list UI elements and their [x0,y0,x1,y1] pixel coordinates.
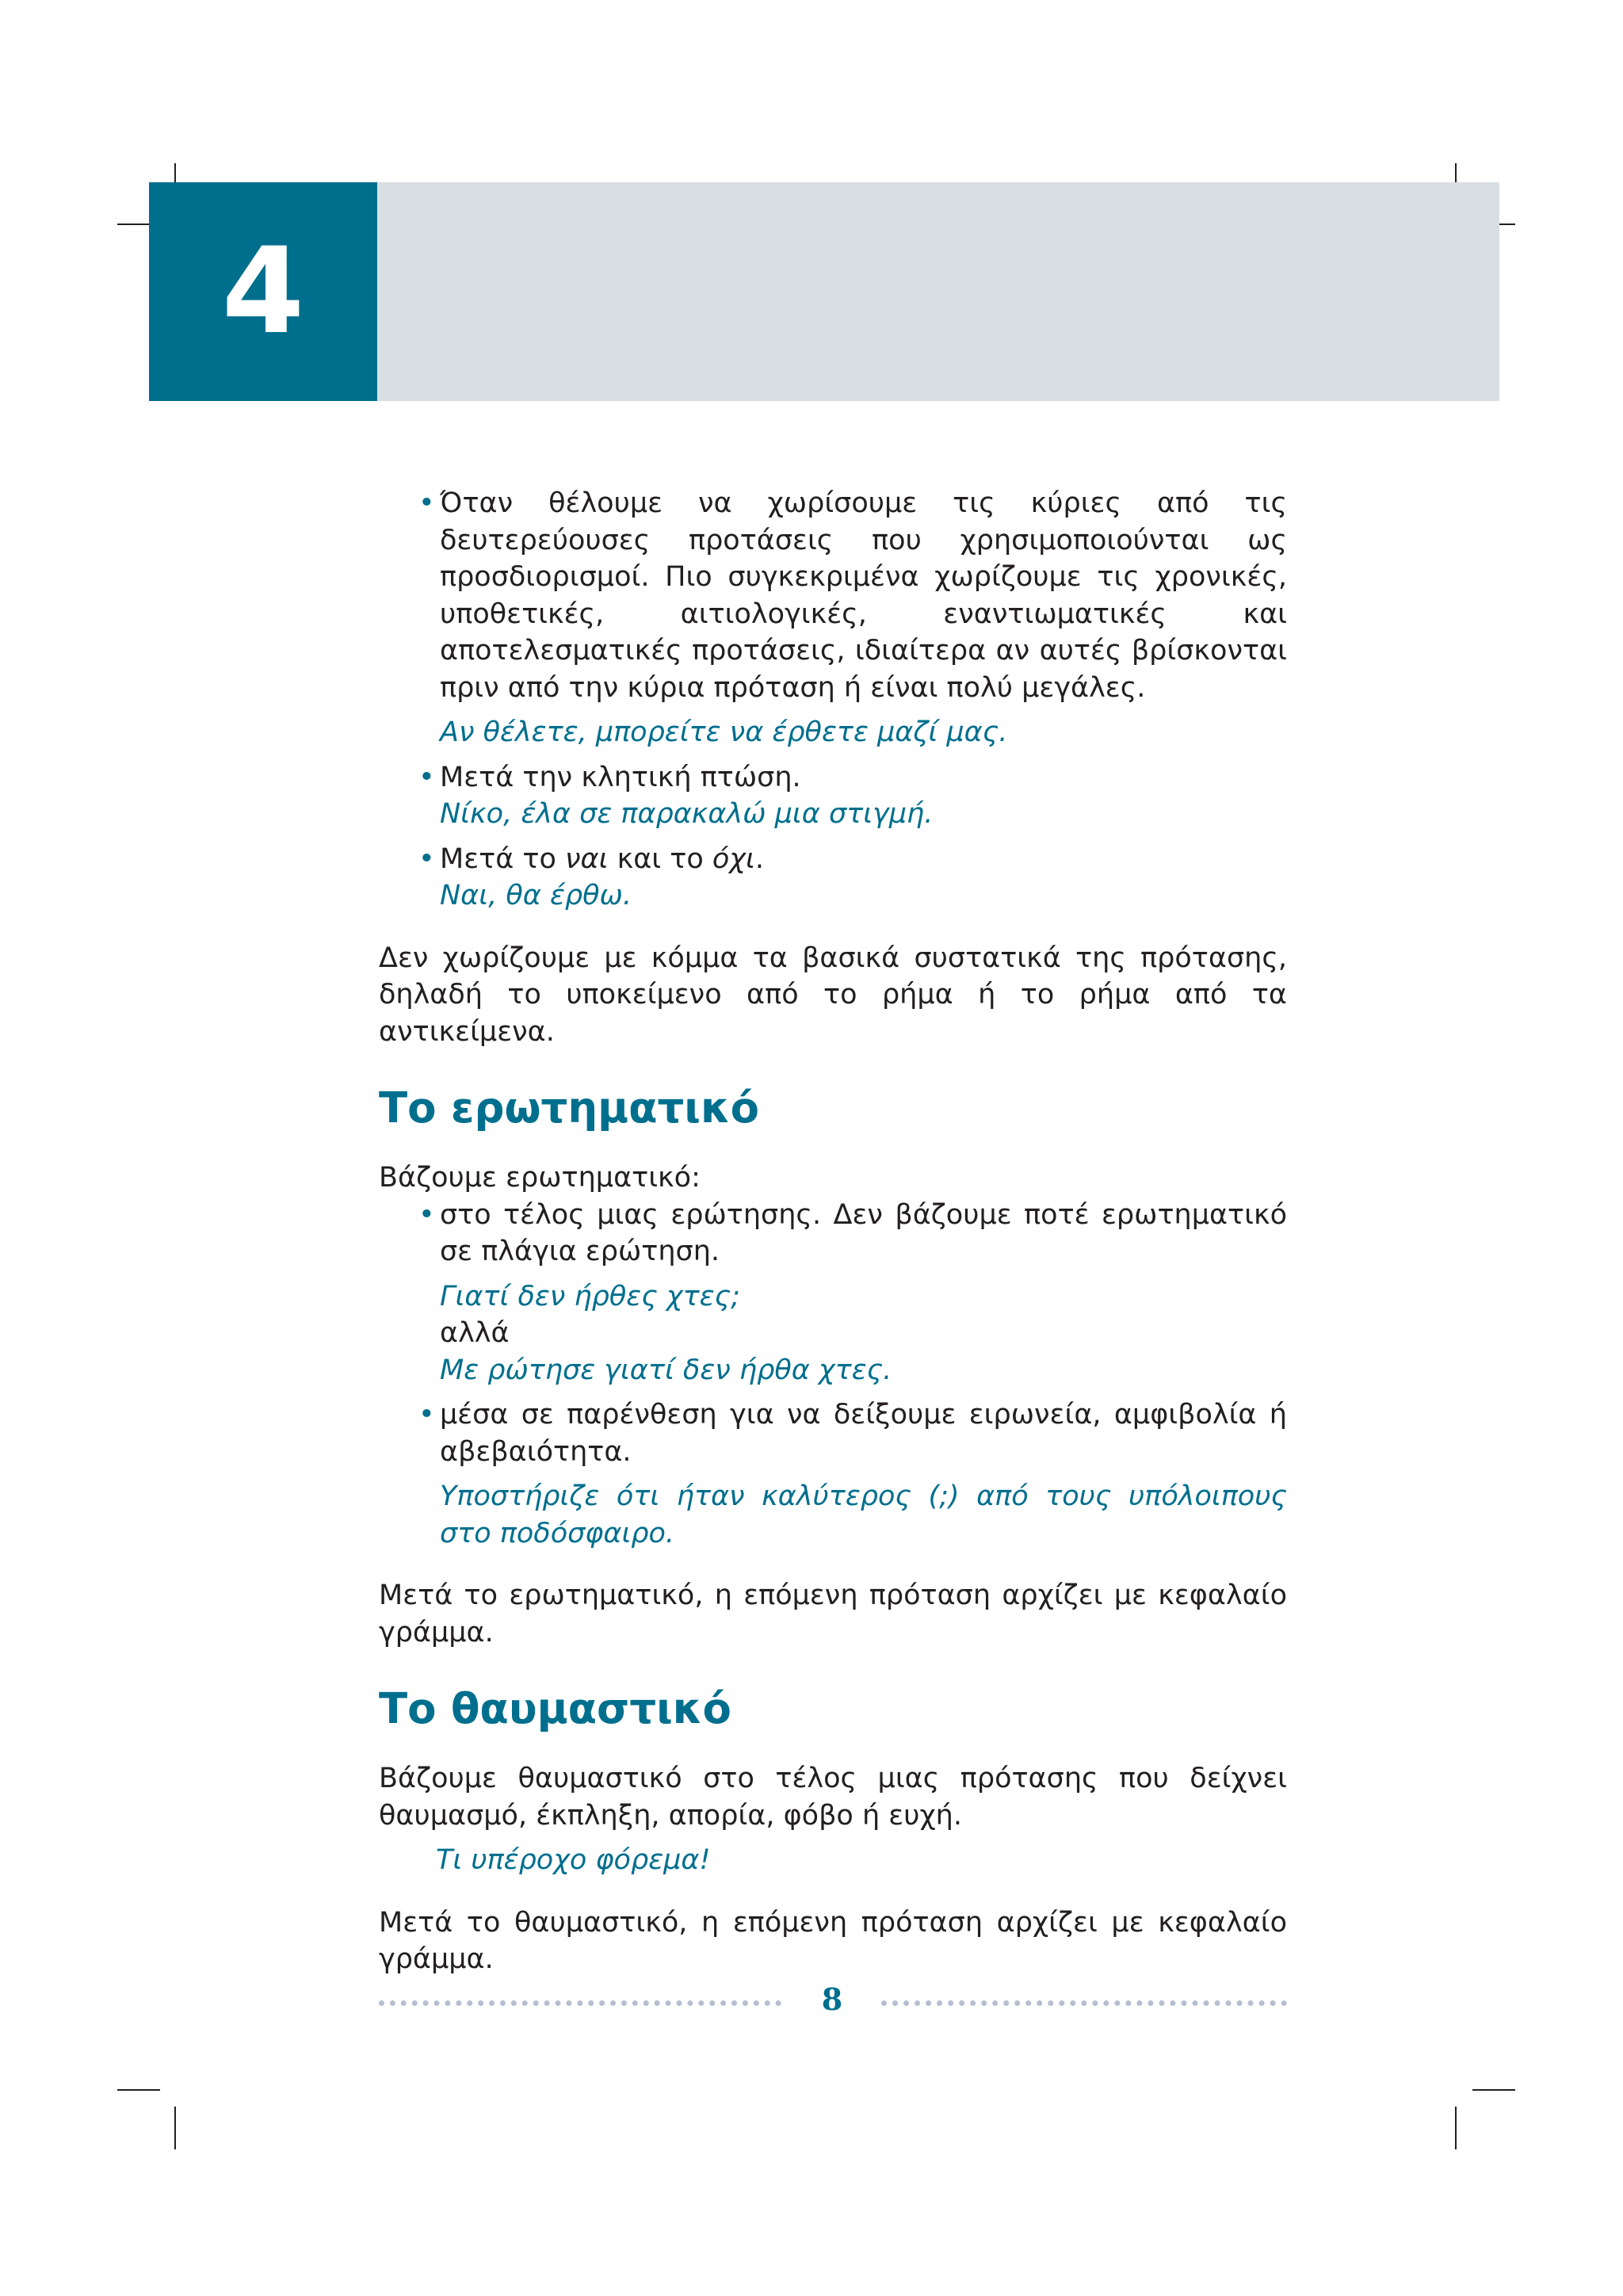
paragraph: Βάζουμε ερωτηματικό: [379,1162,701,1194]
paragraph: Δεν χωρίζουμε με κόμμα τα βασικά συστατικά της πρότασης, δηλαδή το υποκείμενο από το ρήμα ή το ρήμα από τα αντικείμενα. [379,942,1287,1048]
footer-divider-right [881,2000,1287,2014]
example-sentence: Αν θέλετε, μπορείτε να έρθετε μαζί μας. [440,716,1008,748]
crop-mark [117,2089,160,2091]
list-item [379,1197,1287,1270]
example-sentence: Με ρώτησε γιατί δεν ήρθα χτες. [440,1354,892,1386]
chapter-box [149,182,377,401]
example-sentence: Τι υπέροχο φόρεμα! [436,1844,711,1876]
chapter-number: 4 [221,223,305,361]
emphasized-word: ναι [565,842,609,875]
bullet-text [440,841,1287,878]
bullet-icon: • [418,1198,435,1231]
connector-word: αλλά [440,1317,510,1349]
footer-divider-left [379,2000,781,2014]
list-item [379,759,1287,797]
section-title: Το ερωτηματικό [379,1084,760,1133]
bullet-icon: • [418,761,435,793]
paragraph: Μετά το θαυμαστικό, η επόμενη πρόταση αρχίζει με κεφαλαίο γράμμα. [379,1906,1287,1975]
crop-mark [1455,2107,1457,2149]
list-item [379,1396,1287,1470]
bullet-text: στο τέλος μιας ερώτησης. Δεν βάζουμε ποτέ ερωτηματικό σε πλάγια ερώτηση. [440,1198,1287,1267]
text-segment: . [754,842,764,875]
list-item [379,485,1287,706]
page-number: 8 [821,1981,843,2017]
paragraph: Μετά το ερωτηματικό, η επόμενη πρόταση αρχίζει με κεφαλαίο γράμμα. [379,1580,1287,1648]
header-band [377,182,1499,401]
bullet-text: Όταν θέλουμε να χωρίσουμε τις κύριες από τις δευτερεύουσες προτάσεις που χρησιμοποιούνται ως προσδιορισμοί. Πιο συγκεκριμένα χωρίζουμε τις χρονικές, υποθετικές, αιτιολογικές, εναντιωματικές και αποτελεσματικές προτάσεις, ιδιαίτερα αν αυτές βρίσκονται πριν από την κύρια πρόταση ή είναι πολύ μεγάλες. [440,487,1287,704]
section-title: Το θαυμαστικό [379,1685,731,1733]
example-sentence: Γιατί δεν ήρθες χτες; [440,1280,740,1312]
page-content [379,485,1287,1978]
example-sentence: Ναι, θα έρθω. [440,880,632,911]
example-sentence: Υποστήριζε ότι ήταν καλύτερος (;) από τους υπόλοιπους στο ποδόσφαιρο. [440,1480,1287,1549]
text-segment: και το [608,842,712,875]
bullet-text: μέσα σε παρένθεση για να δείξουμε ειρωνεία, αμφιβολία ή αβεβαιότητα. [440,1399,1287,1468]
crop-mark [1472,2089,1515,2091]
list-item [379,841,1287,878]
bullet-icon: • [418,487,435,519]
emphasized-word: όχι [712,842,755,875]
crop-mark [174,2107,176,2149]
paragraph: Βάζουμε θαυμαστικό στο τέλος μιας πρότασης που δείχνει θαυμασμό, έκπληξη, απορία, φόβο ή ευχή. [379,1763,1287,1832]
bullet-icon: • [418,1399,435,1431]
bullet-text: Μετά την κλητική πτώση. [440,761,801,793]
bullet-icon: • [418,842,435,875]
example-sentence: Νίκο, έλα σε παρακαλώ μια στιγμή. [440,798,934,830]
text-segment: Μετά το [440,842,565,875]
